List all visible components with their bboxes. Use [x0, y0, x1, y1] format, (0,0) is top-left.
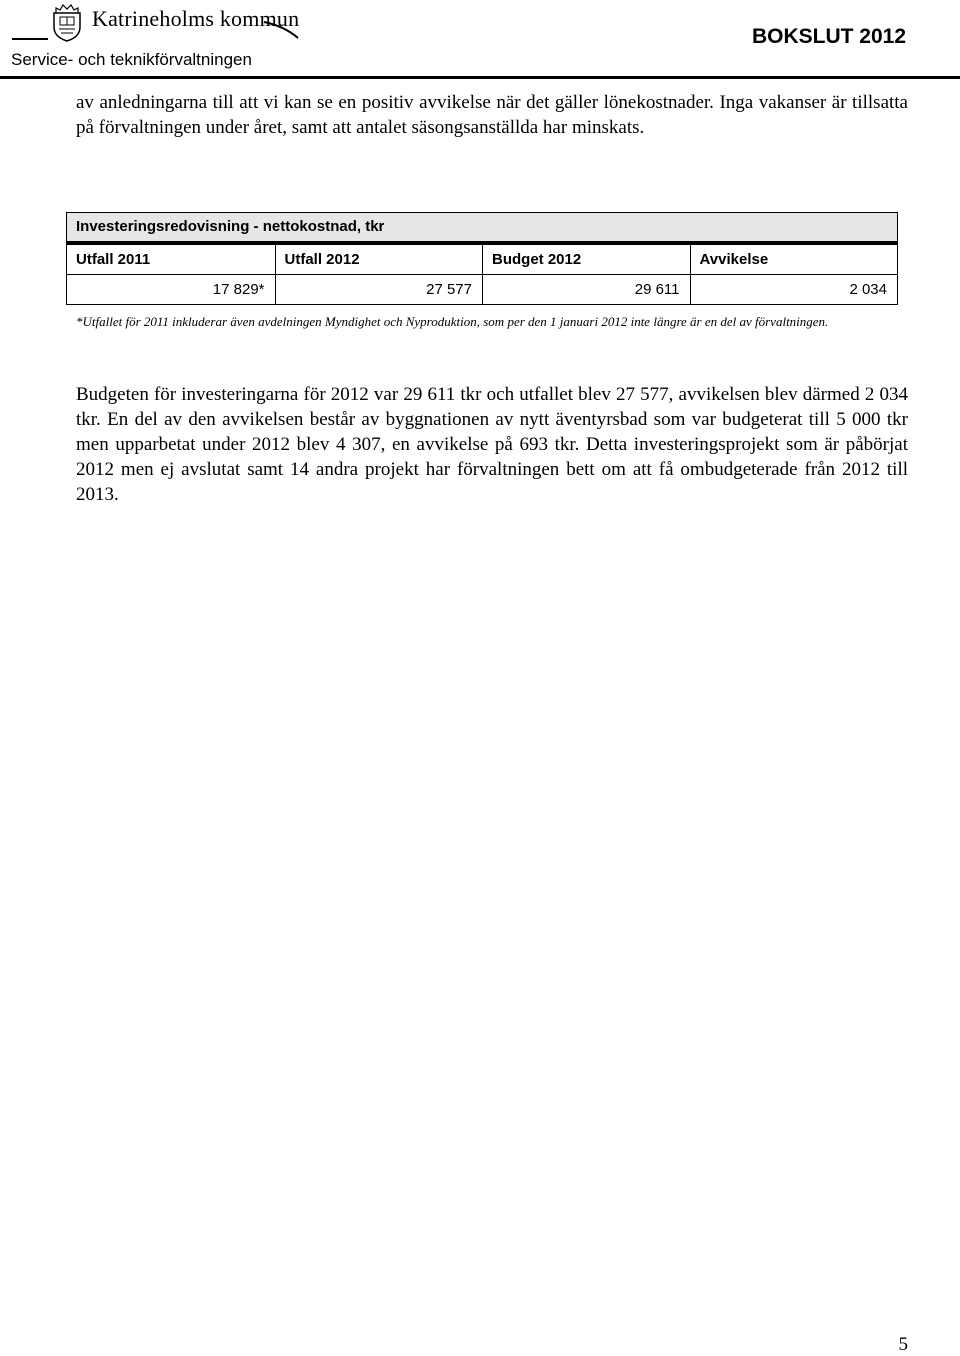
column-header: Utfall 2012 [275, 245, 483, 274]
table-header-row [67, 245, 897, 275]
report-title: BOKSLUT 2012 [751, 25, 906, 48]
table-cell: 27 577 [275, 275, 483, 304]
logo-rule [12, 38, 48, 40]
intro-paragraph: av anledningarna till att vi kan se en positiv avvikelse när det gäller lönekostnader. Inga vakanser är tillsatta på förvaltningen under året, samt att antalet säsongsanställda har minskats. [76, 92, 908, 138]
body-paragraph: Budgeten för investeringarna för 2012 var 29 611 tkr och utfallet blev 27 577, avvikelsen blev därmed 2 034 tkr. En del av den avvikelsen består av byggnationen av nytt äventyrsbad som var budgeterat till 5 000 tkr men upparbetat under 2012 blev 4 307, en avvikelse på 693 tkr. Detta investeringsprojekt som är påbörjat 2012 men ej avslutat samt 14 andra projekt har förvaltningen bett om att få ombudgeterade från 2012 till 2013. [76, 384, 908, 505]
table-row [67, 275, 897, 304]
header-divider [0, 76, 960, 79]
page-header [0, 0, 960, 80]
column-header: Avvikelse [690, 245, 898, 274]
table-title: Investeringsredovisning - nettokostnad, tkr [67, 213, 897, 241]
column-header: Budget 2012 [482, 245, 690, 274]
investment-table [66, 212, 898, 305]
organization-name: Katrineholms kommun [92, 6, 300, 31]
page-number: 5 [898, 1334, 908, 1355]
table-footnote: *Utfallet för 2011 inkluderar även avdelningen Myndighet och Nyproduktion, som per den 1 januari 2012 inte längre är en del av förvaltningen. [76, 314, 829, 329]
table-cell: 29 611 [482, 275, 690, 304]
department-name: Service- och teknikförvaltningen [11, 50, 252, 69]
table-cell: 2 034 [690, 275, 898, 304]
logo-swoosh [262, 18, 302, 40]
column-header: Utfall 2011 [76, 251, 151, 268]
table-cell: 17 829* [212, 281, 265, 298]
municipal-crest-icon [50, 3, 84, 43]
